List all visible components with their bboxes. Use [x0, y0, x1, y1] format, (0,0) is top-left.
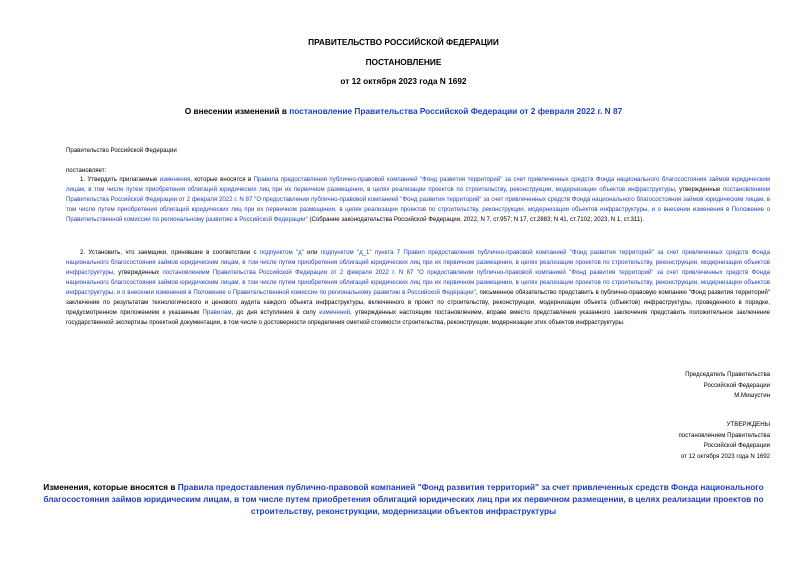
paragraph-1: [66, 175, 770, 225]
title-link[interactable]: постановление Правительства Российской Федерации от 2 февраля 2022 г. N 87: [289, 106, 623, 116]
appendix-title-prefix: Изменения, которые вносятся в: [43, 482, 178, 492]
government-line: Правительство Российской Федерации: [66, 147, 177, 154]
date-number: от 12 октября 2023 года N 1692: [340, 76, 467, 86]
document-title: [0, 106, 807, 116]
signature-block: [530, 370, 770, 402]
signature-title-2: Российской Федерации: [703, 381, 770, 389]
p1-text-d: (Собрание законодательства Российской Федерации, 2022, N 7, ст.957; N 17, ст.2883; N 41, ст.7102; 2023, N 1, ст.311).: [307, 216, 644, 223]
paragraph-2: [66, 248, 770, 328]
p1-text-c: , утвержденные: [674, 186, 723, 193]
p1-link-resolution[interactable]: постановлением Правительства Российской Федерации от 2 февраля 2022 г. N 87 "О предоставлении публично-правовой компанией "Фонд развития территорий" за счет привлеченных средств Фонда национального благосостояния займов юридическим лицам, в том числе путем приобретения облигаций юридических лиц при их первичном размещении, в целях реализации проектов по строительству, реконструкции, модернизации объектов инфраструктуры, и о внесении изменения в Положение о Правительственной комиссии по региональному развитию в Российской Федерации": [66, 186, 770, 223]
p1-text-a: 1. Утвердить прилагаемые: [80, 176, 160, 183]
title-prefix: О внесении изменений в: [184, 106, 290, 116]
government-heading: ПРАВИТЕЛЬСТВО РОССИЙСКОЙ ФЕДЕРАЦИИ: [308, 37, 499, 47]
p2-text-f: , утвержденных настоящим постановлением, вправе вместо представления указанного заключения представить положительное заключение государственной экспертизы проектной документации, в том числе о достоверности определения сметной стоимости строительства, реконструкции, модернизации этих объектов инфраструктуры.: [66, 309, 770, 326]
p2-text-b: или: [303, 249, 321, 256]
p2-link-changes[interactable]: изменений: [319, 309, 351, 316]
p2-text-c: , утвержденных: [113, 269, 163, 276]
approval-block: [530, 420, 770, 462]
document-type: ПОСТАНОВЛЕНИЕ: [365, 57, 442, 67]
signature-name: М.Мишустин: [734, 392, 770, 400]
p1-text-b: , которые вносятся в: [190, 176, 254, 183]
p2-text-a: 2. Установить, что заемщики, принявшие в соответствии с: [80, 249, 260, 256]
signature-title: Председатель Правительства: [685, 371, 770, 378]
p2-link-subpoint-d[interactable]: подпунктом "д": [259, 249, 304, 256]
p2-text-e: , до дня вступления в силу: [231, 309, 320, 316]
p2-link-subpoint-d1[interactable]: подпунктом "д_1" пункта 7 Правил предоставления публично-правовой компанией "Фонд развития территорий" за счет привлеченных средств Фонда национального благосостояния займов юридическим лицам, в том числе путем приобретения облигаций юридических лиц при их первичном размещении, в целях реализации проектов по строительству, реконструкции, модернизации объектов инфраструктуры: [66, 249, 771, 276]
approval-line-3: Российской Федерации: [703, 442, 770, 450]
approval-heading: УТВЕРЖДЕНЫ: [726, 421, 770, 428]
approval-line-4: от 12 октября 2023 года N 1692: [680, 452, 770, 460]
p1-link-changes[interactable]: изменения: [159, 176, 191, 183]
p2-link-resolution[interactable]: постановлением Правительства Российской Федерации от 2 февраля 2022 г. N 87 "О предоставлении публично-правовой компанией "Фонд развития территорий" за счет привлеченных средств Фонда национального благосостояния займов юридическим лицам, в том числе путем приобретения облигаций юридических лиц при их первичном размещении, в целях реализации проектов по строительству, реконструкции, модернизации объектов инфраструктуры, и о внесении изменения в Положение о Правительственной комиссии по региональному развитию в Российской Федерации": [66, 269, 771, 296]
p1-link-rules[interactable]: Правила предоставления публично-правовой компанией "Фонд развития территорий" за счет привлеченных средств Фонда национального благосостояния займов юридическим лицам, в том числе путем приобретения облигаций юридических лиц при их первичном размещении, в целях реализации проектов по строительству, реконструкции, модернизации объектов инфраструктуры: [66, 176, 770, 193]
appendix-title-link[interactable]: Правила предоставления публично-правовой компанией "Фонд развития территорий" за счет привлеченных средств Фонда национального благосостояния займов юридическим лицам, в том числе путем приобретения облигаций юридических лиц при их первичном размещении, в целях реализации проектов по строительству, реконструкции, модернизации объектов инфраструктуры: [43, 482, 764, 516]
p2-text-d: , письменное обязательство представить в публично-правовую компанию "Фонд развития территорий" заключение по результатам технологического и ценового аудита каждого объекта инфраструктуры, включенного в проект по строительству, реконструкции, модернизации объекта (объектов) инфраструктуры, проведенного в порядке, предусмотренном приложением к указанным: [66, 289, 770, 316]
approval-line-2: постановлением Правительства: [678, 431, 770, 439]
appendix-title: [40, 482, 767, 517]
p2-link-rules[interactable]: Правилам: [202, 309, 232, 316]
resolves-line: постановляет:: [66, 167, 107, 174]
